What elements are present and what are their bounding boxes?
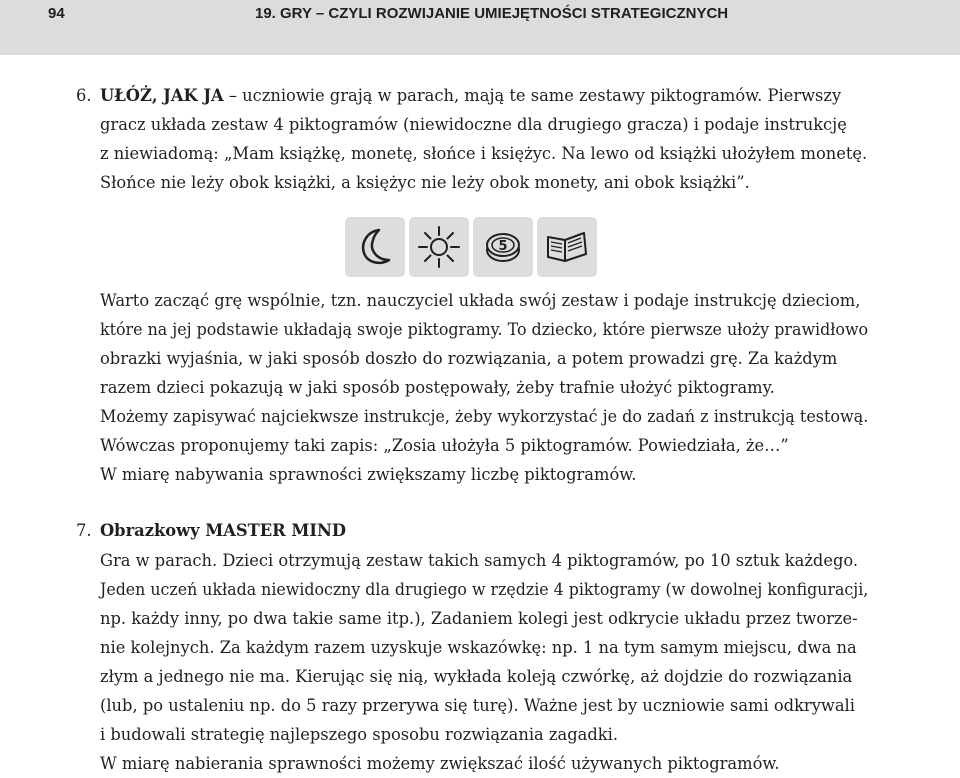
section-7-line-4: nie kolejnych. Za każdym razem uzyskuje wskazówkę: np. 1 na tym samym miejscu, dwa na <box>100 638 857 657</box>
paragraph-2-line-7: W miarę nabywania sprawności zwiększamy liczbę piktogramów. <box>100 465 637 484</box>
section-6-title: UŁÓŻ, JAK JA <box>100 86 224 105</box>
section-6-line-2: gracz układa zestaw 4 piktogramów (niewidoczne dla drugiego gracza) i podaje instrukcję <box>100 115 847 134</box>
section-6-line-4: Słońce nie leży obok książki, a księżyc nie leży obok monety, ani obok książki”. <box>100 173 750 192</box>
pictogram-tile-sun <box>409 217 469 277</box>
page-number: 94 <box>48 5 65 22</box>
pictogram-row <box>345 217 597 277</box>
coin-icon <box>480 224 526 270</box>
sun-icon <box>416 224 462 270</box>
section-7-line-2: Jeden uczeń układa niewidoczny dla drugiego w rzędzie 4 piktogramy (w dowolnej konfiguracji, <box>100 580 869 599</box>
moon-icon <box>352 224 398 270</box>
section-7-line-8: W miarę nabierania sprawności możemy zwiększać ilość używanych piktogramów. <box>100 754 780 773</box>
paragraph-2-line-6: Wówczas proponujemy taki zapis: „Zosia ułożyła 5 piktogramów. Powiedziała, że…” <box>100 436 789 455</box>
section-7-line-3: np. każdy inny, po dwa takie same itp.), Zadaniem kolegi jest odkrycie układu przez tworze- <box>100 609 858 628</box>
paragraph-2-line-4: razem dzieci pokazują w jaki sposób postępowały, żeby trafnie ułożyć piktogramy. <box>100 378 775 397</box>
pictogram-tile-moon <box>345 217 405 277</box>
section-7-title: Obrazkowy MASTER MIND <box>100 521 346 540</box>
page-header <box>0 0 960 55</box>
pictogram-tile-coin <box>473 217 533 277</box>
section-7-number: 7. <box>76 521 92 540</box>
section-6-number: 6. <box>76 86 92 105</box>
section-6-line-1: UŁÓŻ, JAK JA – uczniowie grają w parach, mają te same zestawy piktogramów. Pierwszy <box>100 86 842 105</box>
chapter-title: 19. GRY – CZYLI ROZWIJANIE UMIEJĘTNOŚCI STRATEGICZNYCH <box>255 5 729 22</box>
paragraph-2-line-1: Warto zacząć grę wspólnie, tzn. nauczyciel układa swój zestaw i podaje instrukcję dzieciom, <box>100 291 861 310</box>
paragraph-2-line-5: Możemy zapisywać najciekwsze instrukcje, żeby wykorzystać je do zadań z instrukcją testową. <box>100 407 869 426</box>
book-icon <box>544 224 590 270</box>
paragraph-2-line-3: obrazki wyjaśnia, w jaki sposób doszło do rozwiązania, a potem prowadzi grę. Za każdym <box>100 349 838 368</box>
section-6-line-3: z niewiadomą: „Mam książkę, monetę, słońce i księżyc. Na lewo od książki ułożyłem monetę. <box>100 144 868 163</box>
section-7-line-5: złym a jednego nie ma. Kierując się nią, wykłada koleją czwórkę, aż dojdzie do rozwiązania <box>100 667 853 686</box>
section-7-line-6: (lub, po ustaleniu np. do 5 razy przerywa się turę). Ważne jest by uczniowie sami odkrywali <box>100 696 855 715</box>
pictogram-tile-book <box>537 217 597 277</box>
section-7-line-1: Gra w parach. Dzieci otrzymują zestaw takich samych 4 piktogramów, po 10 sztuk każdego. <box>100 551 859 570</box>
paragraph-2-line-2: które na jej podstawie układają swoje piktogramy. To dziecko, które pierwsze ułoży prawidłowo <box>100 320 869 339</box>
section-7-line-7: i budowali strategię najlepszego sposobu rozwiązania zagadki. <box>100 725 619 744</box>
coin-digit: 5 <box>498 239 508 254</box>
